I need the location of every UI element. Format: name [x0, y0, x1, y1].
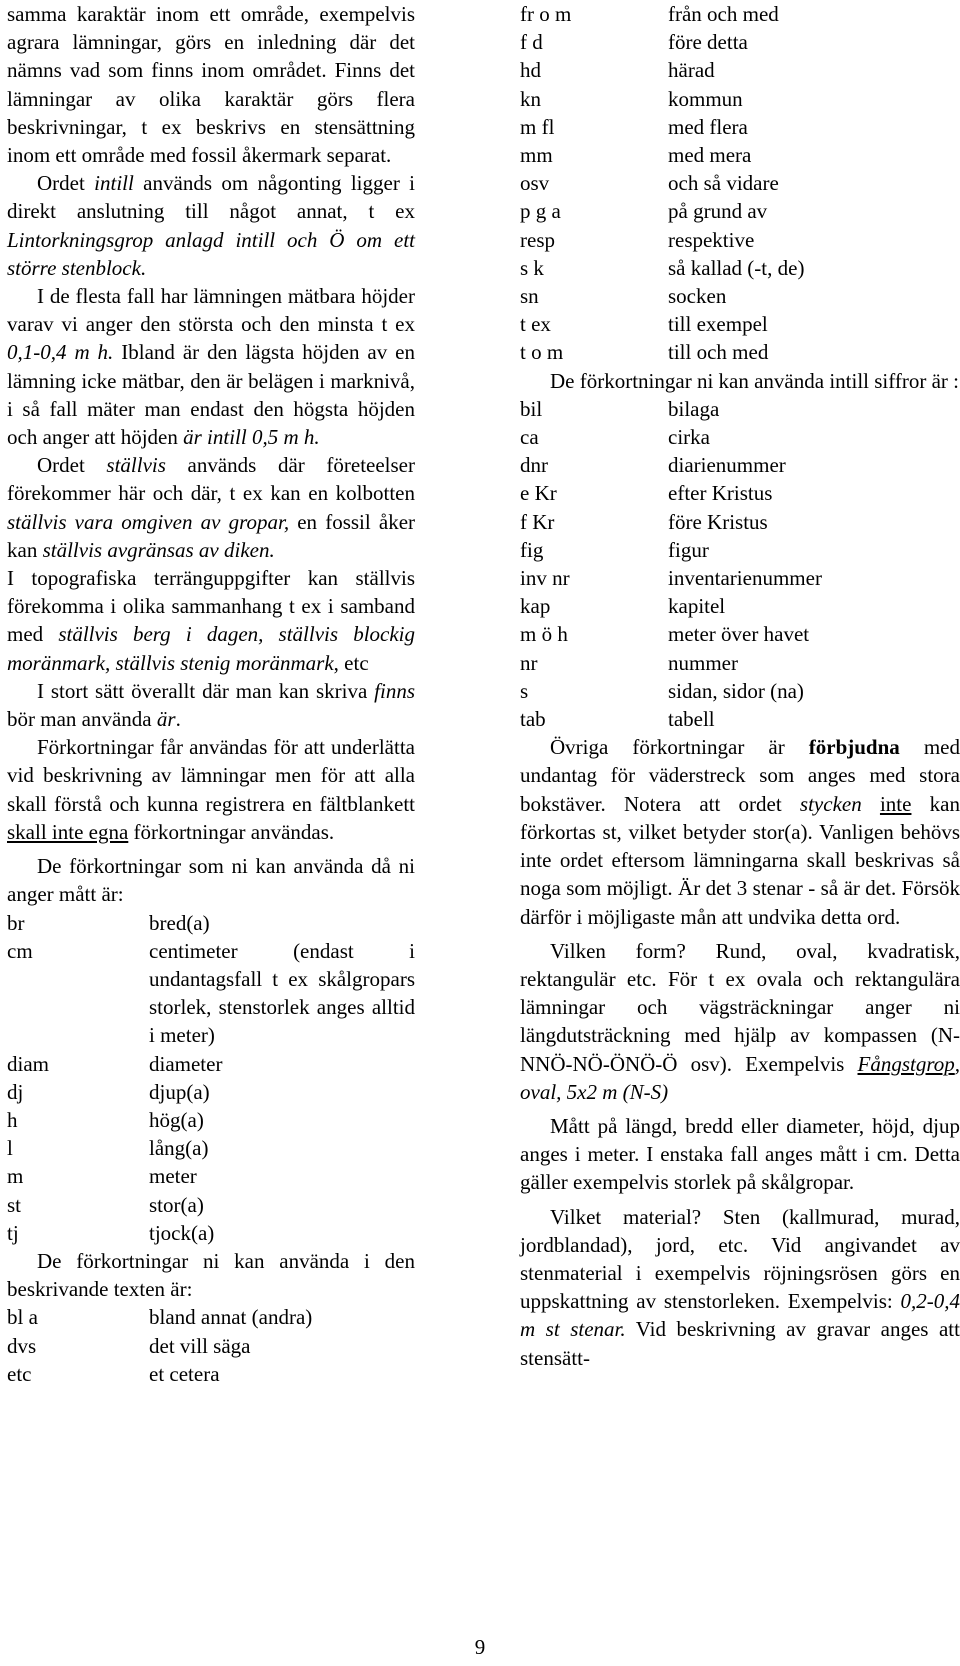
- abbr-row: kap kapitel: [520, 594, 726, 619]
- number-abbreviation-list: [520, 395, 960, 733]
- paragraph-heights: I de flesta fall har lämningen mätbara höjder varav vi anger den största och den minsta t ex 0,1-0,4 m h. Ibland är den lägsta höjden av en lämning icke mätbar, den är belägen i marknivå, i så fall mäter man endast den högsta höjden och anger att höjden är intill 0,5 m h.: [7, 284, 415, 450]
- abbr-row: hd härad: [520, 58, 715, 83]
- paragraph-intro: samma karaktär inom ett område, exempelvis agrara lämningar, görs en inledning där det nämns vad som finns inom området. Finns det lämningar av olika karaktär görs flera beskrivningar, t ex beskrivs en stensättning inom ett område med fossil åkermark separat.: [7, 2, 415, 168]
- abbr-row: tab tabell: [520, 707, 715, 732]
- abbr-row: etc et cetera: [7, 1361, 220, 1386]
- abbr-row: diam diameter: [7, 1051, 223, 1076]
- paragraph-material: Vilket material? Sten (kallmurad, murad, jordblandad), jord, etc. Vid angivandet av stenmaterial i exempelvis röjningsrösen görs en uppskattning av stenstorleken. Exempelvis: 0,2-0,4 m st stenar. Vid beskrivning av gravar anges att stensätt-: [520, 1204, 960, 1370]
- paragraph-number-abbr-intro: De förkortningar ni kan använda intill siffror är :: [550, 368, 959, 393]
- abbr-row: resp respektive: [520, 227, 755, 252]
- paragraph-measurements: Mått på längd, bredd eller diameter, höjd, djup anges i meter. I enstaka fall anges mått i cm. Detta gäller exempelvis storlek på skålgropar.: [520, 1113, 960, 1195]
- paragraph-abbreviations: Förkortningar får användas för att underlätta vid beskrivning av lämningar men för att alla skall förstå och kunna registrera en fältblankett skall inte egna förkortningar användas.: [7, 735, 415, 844]
- abbr-row: f d före detta: [520, 30, 748, 55]
- paragraph-measure-intro: De förkortningar som ni kan använda då ni anger mått är:: [7, 854, 415, 907]
- text-abbreviation-list: [7, 1303, 415, 1388]
- paragraph-forbidden: Övriga förkortningar är förbjudna med undantag för väderstreck som anges med stora bokstäver. Notera att ordet stycken inte kan förkortas st, vilket betyder stor(a). Vanligen behövs inte ordet eftersom lämningarna skall beskrivas så noga som möjligt. Är det 3 stenar - så är det. Försök därför i möjligaste mån att undvika detta ord.: [520, 735, 960, 929]
- text-abbreviation-list-continued: [520, 0, 960, 367]
- abbr-row: ca cirka: [520, 425, 710, 450]
- abbr-row: bil bilaga: [520, 396, 720, 421]
- right-column: [520, 0, 960, 1372]
- abbr-row: mm med mera: [520, 143, 752, 168]
- abbr-row: inv nr inventarienummer: [520, 566, 822, 591]
- abbr-row: p g a på grund av: [520, 199, 768, 224]
- abbr-row: s sidan, sidor (na): [520, 678, 804, 703]
- abbr-row: dnr diarienummer: [520, 453, 786, 478]
- paragraph-topography: I topografiska terränguppgifter kan ställvis förekomma i olika sammanhang t ex i samband med ställvis berg i dagen, ställvis blockig moränmark, ställvis stenig moränmark, etc: [7, 566, 416, 675]
- abbr-row: f Kr före Kristus: [520, 509, 768, 534]
- abbr-row: br bred(a): [7, 910, 210, 935]
- abbr-row: sn socken: [520, 284, 727, 309]
- abbr-row: s k så kallad (-t, de): [520, 255, 805, 280]
- abbr-row: dvs det vill säga: [7, 1333, 251, 1358]
- measure-abbreviation-list: [7, 909, 415, 1247]
- paragraph-intill: Ordet intill används om någonting ligger i direkt anslutning till något annat, t ex Lintorkningsgrop anlagd intill och Ö om ett större stenblock.: [7, 171, 415, 280]
- abbr-row: st stor(a): [7, 1192, 204, 1217]
- abbr-row: osv och så vidare: [520, 171, 779, 196]
- abbr-row: m fl med flera: [520, 114, 748, 139]
- paragraph-shape: Vilken form? Rund, oval, kvadratisk, rektangulär etc. För t ex ovala och rektangulära lämningar och vägsträckningar anger ni längdutsträckning med hjälp av kompassen (N-NNÖ-NÖ-ÖNÖ-Ö osv). Exempelvis Fångstgrop, oval, 5x2 m (N-S): [520, 938, 960, 1104]
- paragraph-stallvis: Ordet ställvis används där företeelser förekommer här och där, t ex kan en kolbotten ställvis vara omgiven av gropar, en fossil åker kan ställvis avgränsas av diken.: [7, 453, 416, 562]
- abbr-row: m ö h meter över havet: [520, 622, 810, 647]
- abbr-row: nr nummer: [520, 650, 738, 675]
- abbr-row: t o m till och med: [520, 340, 769, 365]
- abbr-row: h hög(a): [7, 1107, 204, 1132]
- abbr-row: m meter: [7, 1164, 197, 1189]
- abbr-row: tj tjock(a): [7, 1220, 215, 1245]
- abbr-row: bl a bland annat (andra): [7, 1305, 313, 1330]
- abbr-row: kn kommun: [520, 86, 743, 111]
- paragraph-text-abbr-intro: De förkortningar ni kan använda i den beskrivande texten är:: [7, 1248, 415, 1302]
- abbr-row: dj djup(a): [7, 1079, 210, 1104]
- abbr-row: t ex till exempel: [520, 312, 768, 337]
- abbr-row: fig figur: [520, 537, 709, 562]
- paragraph-finns: I stort sätt överallt där man kan skriva finns bör man använda är.: [7, 678, 415, 732]
- page-number: 9: [474, 1635, 486, 1659]
- abbr-row: cm centimeter (endast i undantagsfall t ex skålgropars storlek, stenstorlek anges alltid i meter): [7, 938, 415, 1048]
- abbr-row: fr o m från och med: [520, 2, 779, 26]
- abbr-row: e Kr efter Kristus: [520, 481, 773, 506]
- abbr-row: l lång(a): [7, 1136, 209, 1161]
- left-column: [7, 0, 415, 1388]
